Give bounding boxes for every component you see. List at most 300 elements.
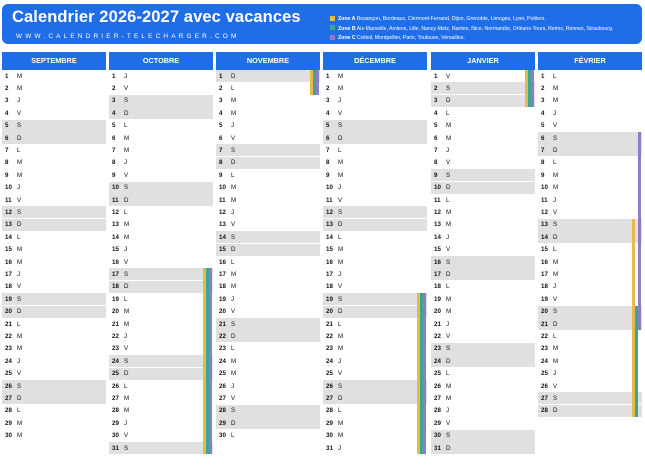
day-cell (2, 355, 106, 367)
day-number: 22 (326, 332, 333, 340)
weekday-letter: S (124, 444, 129, 452)
day-number: 4 (112, 109, 116, 117)
day-cell (538, 380, 642, 392)
day-number: 6 (434, 134, 438, 142)
day-number: 26 (541, 382, 548, 390)
day-cell (109, 169, 213, 181)
weekday-letter: S (553, 221, 558, 229)
day-number: 20 (5, 308, 12, 316)
day-cell (216, 144, 320, 156)
weekday-letter: J (231, 122, 235, 130)
weekday-letter: J (446, 320, 450, 328)
day-cell (216, 70, 320, 82)
day-cell (538, 107, 642, 119)
day-number: 22 (5, 332, 12, 340)
weekday-letter: M (553, 357, 559, 365)
day-number: 19 (5, 295, 12, 303)
day-cell (538, 318, 642, 330)
legend-zone-a-cities: Besançon, Bordeaux, Clermont-Ferrand, Dijon, Grenoble, Limoges, Lyon, Poitiers. (356, 16, 546, 22)
weekday-letter: S (124, 357, 129, 365)
day-number: 7 (5, 146, 9, 154)
day-number: 18 (112, 283, 119, 291)
day-number: 5 (219, 122, 223, 130)
day-cell (431, 206, 535, 218)
weekday-letter: M (553, 345, 559, 353)
vacation-bar-zone-c (638, 132, 641, 330)
day-number: 23 (434, 345, 441, 353)
day-cell (538, 70, 642, 82)
day-number: 4 (219, 109, 223, 117)
weekday-letter: M (338, 258, 344, 266)
day-number: 16 (326, 258, 333, 266)
day-number: 16 (219, 258, 226, 266)
weekday-letter: M (124, 134, 130, 142)
day-cell (323, 293, 427, 305)
day-number: 11 (326, 196, 333, 204)
weekday-letter: S (124, 97, 129, 105)
day-number: 21 (326, 320, 333, 328)
day-cell (323, 268, 427, 280)
day-cell (109, 206, 213, 218)
day-cell (216, 169, 320, 181)
day-cell (538, 256, 642, 268)
day-number: 28 (541, 407, 548, 415)
day-number: 22 (541, 332, 548, 340)
day-cell (2, 219, 106, 231)
day-cell (216, 219, 320, 231)
day-cell (431, 442, 535, 454)
weekday-letter: M (446, 134, 452, 142)
weekday-letter: M (446, 382, 452, 390)
weekday-letter: M (17, 159, 23, 167)
day-cell (431, 144, 535, 156)
day-number: 19 (541, 295, 548, 303)
weekday-letter: V (446, 159, 451, 167)
legend-zone-a-label: Zone A (338, 16, 356, 22)
weekday-letter: L (553, 159, 557, 167)
day-cell (323, 169, 427, 181)
day-number: 13 (5, 221, 12, 229)
day-number: 10 (541, 184, 548, 192)
day-number: 15 (112, 246, 119, 254)
weekday-letter: V (338, 109, 343, 117)
zone-legend (330, 15, 613, 44)
day-cell (2, 82, 106, 94)
weekday-letter: L (124, 208, 128, 216)
weekday-letter: L (553, 332, 557, 340)
day-number: 12 (112, 208, 119, 216)
day-cell (109, 318, 213, 330)
day-cell (109, 330, 213, 342)
weekday-letter: S (338, 382, 343, 390)
day-cell (216, 405, 320, 417)
weekday-letter: M (231, 184, 237, 192)
day-number: 9 (112, 171, 116, 179)
day-cell (431, 318, 535, 330)
day-cell (323, 306, 427, 318)
day-number: 28 (5, 407, 12, 415)
website-url[interactable]: WWW.CALENDRIER-TELECHARGER.COM (16, 33, 240, 40)
day-cell (109, 281, 213, 293)
day-number: 8 (434, 159, 438, 167)
day-cell (323, 392, 427, 404)
weekday-letter: J (17, 184, 21, 192)
day-number: 16 (5, 258, 12, 266)
legend-zone-c (330, 34, 613, 44)
day-cell (323, 417, 427, 429)
weekday-letter: S (17, 382, 22, 390)
weekday-letter: S (231, 320, 236, 328)
weekday-letter: M (231, 109, 237, 117)
day-number: 27 (326, 394, 333, 402)
weekday-letter: J (338, 184, 342, 192)
day-number: 14 (5, 233, 12, 241)
day-number: 15 (541, 246, 548, 254)
day-cell (109, 268, 213, 280)
legend-zone-c-cities: Créteil, Montpellier, Paris, Toulouse, Versailles. (357, 35, 465, 41)
weekday-letter: S (124, 184, 129, 192)
day-cell (538, 82, 642, 94)
weekday-letter: D (338, 308, 343, 316)
day-number: 30 (5, 432, 12, 440)
day-cell (216, 330, 320, 342)
weekday-letter: M (446, 208, 452, 216)
weekday-letter: M (231, 270, 237, 278)
weekday-letter: J (17, 270, 21, 278)
day-number: 31 (434, 444, 441, 452)
weekday-letter: S (231, 233, 236, 241)
day-number: 20 (112, 308, 119, 316)
weekday-letter: J (446, 146, 450, 154)
day-number: 27 (5, 394, 12, 402)
day-cell (431, 343, 535, 355)
day-number: 15 (434, 246, 441, 254)
weekday-letter: V (446, 332, 451, 340)
weekday-letter: V (124, 171, 129, 179)
day-number: 4 (541, 109, 545, 117)
month-header: FÉVRIER (538, 52, 642, 70)
day-number: 30 (434, 432, 441, 440)
day-number: 9 (434, 171, 438, 179)
day-cell (538, 368, 642, 380)
weekday-letter: J (553, 196, 557, 204)
day-cell (109, 157, 213, 169)
day-cell (109, 392, 213, 404)
day-number: 12 (5, 208, 12, 216)
day-number: 8 (326, 159, 330, 167)
day-number: 28 (219, 407, 226, 415)
day-number: 5 (434, 122, 438, 130)
day-number: 6 (5, 134, 9, 142)
weekday-letter: V (446, 246, 451, 254)
day-cell (431, 120, 535, 132)
day-cell (109, 70, 213, 82)
weekday-letter: V (124, 84, 129, 92)
legend-zone-b-label: Zone B (338, 25, 356, 32)
weekday-letter: J (446, 407, 450, 415)
weekday-letter: V (17, 196, 22, 204)
day-cell (109, 132, 213, 144)
day-cell (323, 244, 427, 256)
weekday-letter: L (553, 72, 557, 80)
day-cell (431, 330, 535, 342)
weekday-letter: L (446, 370, 450, 378)
weekday-letter: M (338, 419, 344, 427)
weekday-letter: L (446, 109, 450, 117)
weekday-letter: M (338, 246, 344, 254)
day-cell (109, 256, 213, 268)
day-number: 26 (219, 382, 226, 390)
day-cell (109, 442, 213, 454)
day-cell (216, 194, 320, 206)
day-number: 12 (326, 208, 333, 216)
weekday-letter: J (17, 97, 21, 105)
day-number: 23 (541, 345, 548, 353)
day-cell (538, 194, 642, 206)
day-number: 26 (112, 382, 119, 390)
day-number: 1 (112, 72, 116, 80)
day-cell (216, 355, 320, 367)
day-cell (109, 194, 213, 206)
weekday-letter: M (338, 345, 344, 353)
day-number: 23 (5, 345, 12, 353)
weekday-letter: V (124, 258, 129, 266)
day-cell (109, 355, 213, 367)
weekday-letter: M (17, 171, 23, 179)
weekday-letter: S (338, 295, 343, 303)
day-number: 14 (112, 233, 119, 241)
day-number: 16 (112, 258, 119, 266)
weekday-letter: J (553, 109, 557, 117)
day-number: 20 (219, 308, 226, 316)
weekday-letter: J (231, 208, 235, 216)
day-number: 21 (5, 320, 12, 328)
day-number: 30 (326, 432, 333, 440)
day-number: 26 (326, 382, 333, 390)
weekday-letter: D (446, 270, 451, 278)
day-number: 25 (326, 370, 333, 378)
weekday-letter: D (446, 184, 451, 192)
weekday-letter: V (124, 432, 129, 440)
day-cell (216, 82, 320, 94)
day-cell (538, 281, 642, 293)
day-number: 10 (219, 184, 226, 192)
weekday-letter: L (231, 258, 235, 266)
weekday-letter: J (553, 283, 557, 291)
day-number: 15 (219, 246, 226, 254)
weekday-letter: M (124, 146, 130, 154)
weekday-letter: M (17, 246, 23, 254)
weekday-letter: M (553, 258, 559, 266)
weekday-letter: M (17, 432, 23, 440)
weekday-letter: J (338, 97, 342, 105)
day-number: 8 (112, 159, 116, 167)
day-number: 7 (434, 146, 438, 154)
weekday-letter: V (124, 345, 129, 353)
day-cell (2, 194, 106, 206)
day-number: 17 (5, 270, 12, 278)
weekday-letter: D (338, 394, 343, 402)
day-number: 9 (326, 171, 330, 179)
weekday-letter: D (124, 283, 129, 291)
weekday-letter: D (553, 146, 558, 154)
day-number: 3 (112, 97, 116, 105)
day-number: 7 (541, 146, 545, 154)
day-number: 12 (434, 208, 441, 216)
day-cell (538, 132, 642, 144)
day-cell (323, 107, 427, 119)
weekday-letter: V (231, 134, 236, 142)
weekday-letter: M (553, 97, 559, 105)
weekday-letter: S (231, 146, 236, 154)
day-cell (323, 405, 427, 417)
day-number: 18 (434, 283, 441, 291)
day-number: 29 (326, 419, 333, 427)
month-header: DÉCEMBRE (323, 52, 427, 70)
day-number: 21 (219, 320, 226, 328)
weekday-letter: D (231, 159, 236, 167)
day-number: 21 (541, 320, 548, 328)
weekday-letter: D (231, 72, 236, 80)
day-cell (2, 293, 106, 305)
day-cell (323, 219, 427, 231)
day-number: 1 (541, 72, 545, 80)
weekday-letter: S (231, 407, 236, 415)
weekday-letter: M (553, 270, 559, 278)
day-number: 10 (434, 184, 441, 192)
day-number: 10 (5, 184, 12, 192)
day-cell (323, 368, 427, 380)
weekday-letter: S (124, 270, 129, 278)
vacation-bar-zone-c (316, 70, 319, 95)
day-cell (323, 157, 427, 169)
day-cell (431, 219, 535, 231)
day-number: 13 (434, 221, 441, 229)
day-number: 4 (5, 109, 9, 117)
day-cell (538, 355, 642, 367)
weekday-letter: M (124, 407, 130, 415)
day-cell (323, 194, 427, 206)
day-number: 13 (541, 221, 548, 229)
day-number: 8 (219, 159, 223, 167)
day-cell (323, 380, 427, 392)
day-cell (431, 169, 535, 181)
day-cell (216, 120, 320, 132)
weekday-letter: M (231, 283, 237, 291)
day-cell (109, 182, 213, 194)
day-cell (323, 281, 427, 293)
weekday-letter: V (17, 370, 22, 378)
day-number: 9 (541, 171, 545, 179)
weekday-letter: D (446, 357, 451, 365)
day-number: 16 (541, 258, 548, 266)
day-cell (2, 244, 106, 256)
day-number: 14 (326, 233, 333, 241)
day-cell (323, 95, 427, 107)
day-cell (538, 144, 642, 156)
weekday-letter: V (338, 370, 343, 378)
weekday-letter: S (446, 345, 451, 353)
day-cell (538, 169, 642, 181)
month-column (538, 52, 642, 415)
weekday-letter: M (17, 258, 23, 266)
weekday-letter: M (446, 295, 452, 303)
day-number: 10 (326, 184, 333, 192)
legend-zone-a (330, 15, 613, 25)
day-cell (538, 268, 642, 280)
day-number: 28 (434, 407, 441, 415)
day-cell (2, 318, 106, 330)
day-number: 6 (326, 134, 330, 142)
month-column (431, 52, 535, 452)
day-number: 29 (219, 419, 226, 427)
weekday-letter: V (231, 394, 236, 402)
day-number: 18 (326, 283, 333, 291)
weekday-letter: S (17, 122, 22, 130)
weekday-letter: M (231, 196, 237, 204)
weekday-letter: J (124, 72, 128, 80)
day-cell (431, 107, 535, 119)
day-cell (2, 144, 106, 156)
weekday-letter: J (124, 332, 128, 340)
day-cell (431, 281, 535, 293)
day-cell (431, 157, 535, 169)
day-cell (431, 392, 535, 404)
day-number: 5 (112, 122, 116, 130)
day-number: 24 (5, 357, 12, 365)
day-number: 18 (541, 283, 548, 291)
weekday-letter: S (338, 208, 343, 216)
legend-zone-c-label: Zone C (338, 35, 356, 41)
day-cell (2, 417, 106, 429)
day-cell (2, 206, 106, 218)
day-number: 26 (434, 382, 441, 390)
day-number: 1 (326, 72, 330, 80)
day-cell (2, 281, 106, 293)
day-cell (431, 132, 535, 144)
vacation-bar-zone-b (635, 306, 638, 418)
weekday-letter: L (231, 84, 235, 92)
day-number: 28 (112, 407, 119, 415)
weekday-letter: S (553, 394, 558, 402)
day-number: 31 (112, 444, 119, 452)
day-number: 1 (219, 72, 223, 80)
weekday-letter: D (338, 221, 343, 229)
day-cell (323, 70, 427, 82)
day-number: 12 (219, 208, 226, 216)
weekday-letter: D (231, 246, 236, 254)
day-number: 11 (219, 196, 226, 204)
day-number: 11 (541, 196, 548, 204)
month-header: NOVEMBRE (216, 52, 320, 70)
day-number: 8 (5, 159, 9, 167)
day-number: 1 (5, 72, 9, 80)
day-number: 4 (434, 109, 438, 117)
day-number: 14 (434, 233, 441, 241)
weekday-letter: L (338, 320, 342, 328)
month-column (323, 52, 427, 452)
day-cell (216, 281, 320, 293)
weekday-letter: J (124, 246, 128, 254)
day-number: 2 (219, 84, 223, 92)
day-number: 26 (5, 382, 12, 390)
day-cell (323, 82, 427, 94)
day-cell (323, 343, 427, 355)
weekday-letter: D (553, 233, 558, 241)
day-number: 29 (5, 419, 12, 427)
weekday-letter: L (338, 233, 342, 241)
day-cell (538, 330, 642, 342)
